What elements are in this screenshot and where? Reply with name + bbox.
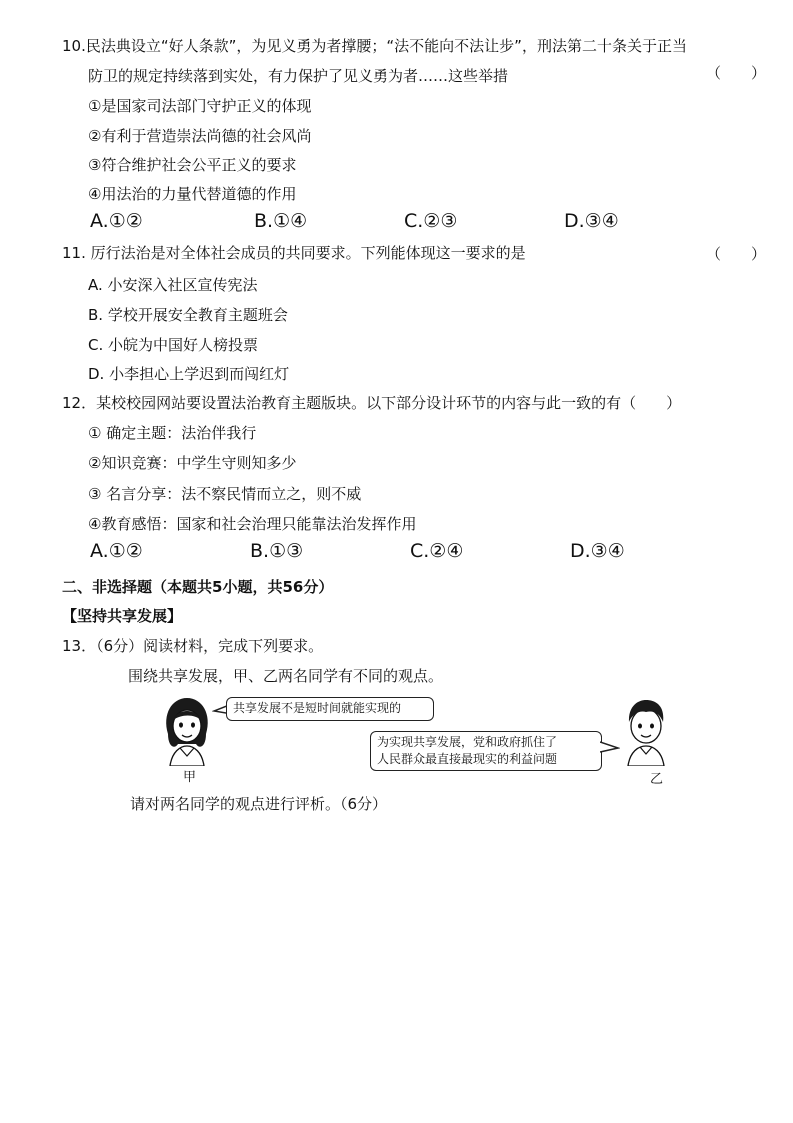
q11-option-b: B. 学校开展安全教育主题班会 [88,306,288,324]
q11-option-c: C. 小皖为中国好人榜投票 [88,336,259,354]
q10-answer-bracket: （ ） [706,64,767,82]
q10-option-2: ②有利于营造崇法尚德的社会风尚 [88,127,312,145]
bubble-yi [370,731,602,771]
q11-option-d: D. 小李担心上学迟到而闯红灯 [88,365,290,383]
q10-stem-line1: 10.民法典设立“好人条款”，为见义勇为者撑腰；“法不能向不法让步”，刑法第二十条关于正当 [62,37,687,55]
q12-stem: 12．某校校园网站要设置法治教育主题版块。以下部分设计环节的内容与此一致的有（ ） [62,394,682,412]
q11-option-a: A. 小安深入社区宣传宪法 [88,276,258,294]
q12-option-3: ③ 名言分享：法不察民情而立之，则不威 [88,485,362,503]
q12-choice-a[interactable]: A.①② [90,540,143,562]
q10-choice-d[interactable]: D.③④ [564,210,619,232]
q10-stem-line2: 防卫的规定持续落到实处，有力保护了见义勇为者……这些举措 [88,67,509,85]
q13-material: 围绕共享发展，甲、乙两名同学有不同的观点。 [128,667,444,685]
q10-choice-a[interactable]: A.①② [90,210,143,232]
bubble-jia [226,697,434,721]
q10-option-1: ①是国家司法部门守护正义的体现 [88,97,312,115]
q12-choice-d[interactable]: D.③④ [570,540,625,562]
q12-choice-b[interactable]: B.①③ [250,540,304,562]
q10-choices [88,207,708,235]
q10-option-4: ④用法治的力量代替道德的作用 [88,185,297,203]
bubble-jia-text: 共享发展不是短时间就能实现的 [233,701,402,715]
bubble-yi-tail [600,740,620,756]
q13-stem: 13．（6分）阅读材料，完成下列要求。 [62,637,324,655]
bubble-yi-line1: 为实现共享发展，党和政府抓住了 [377,735,558,749]
q10-choice-c[interactable]: C.②③ [404,210,458,232]
label-yi: 乙 [650,772,664,787]
q11-stem: 11. 厉行法治是对全体社会成员的共同要求。下列能体现这一要求的是 [62,244,526,262]
q12-choices [88,537,708,565]
student-jia-figure [156,694,218,766]
q12-option-4: ④教育感悟：国家和社会治理只能靠法治发挥作用 [88,515,417,533]
q13-question: 请对两名同学的观点进行评析。（6分） [130,795,388,813]
q10-option-3: ③符合维护社会公平正义的要求 [88,156,297,174]
q12-option-2: ②知识竞赛：中学生守则知多少 [88,454,297,472]
section2-title: 二、非选择题（本题共5小题，共56分） [62,578,334,596]
label-jia: 甲 [183,770,197,785]
q12-choice-c[interactable]: C.②④ [410,540,464,562]
bubble-yi-line2: 人民群众最直接最现实的利益问题 [377,752,558,766]
q10-choice-b[interactable]: B.①④ [254,210,308,232]
q12-option-1: ① 确定主题：法治伴我行 [88,424,257,442]
student-yi-figure [618,696,674,766]
section2-subtitle: 【坚持共享发展】 [62,607,183,625]
q11-answer-bracket: （ ） [706,245,767,263]
